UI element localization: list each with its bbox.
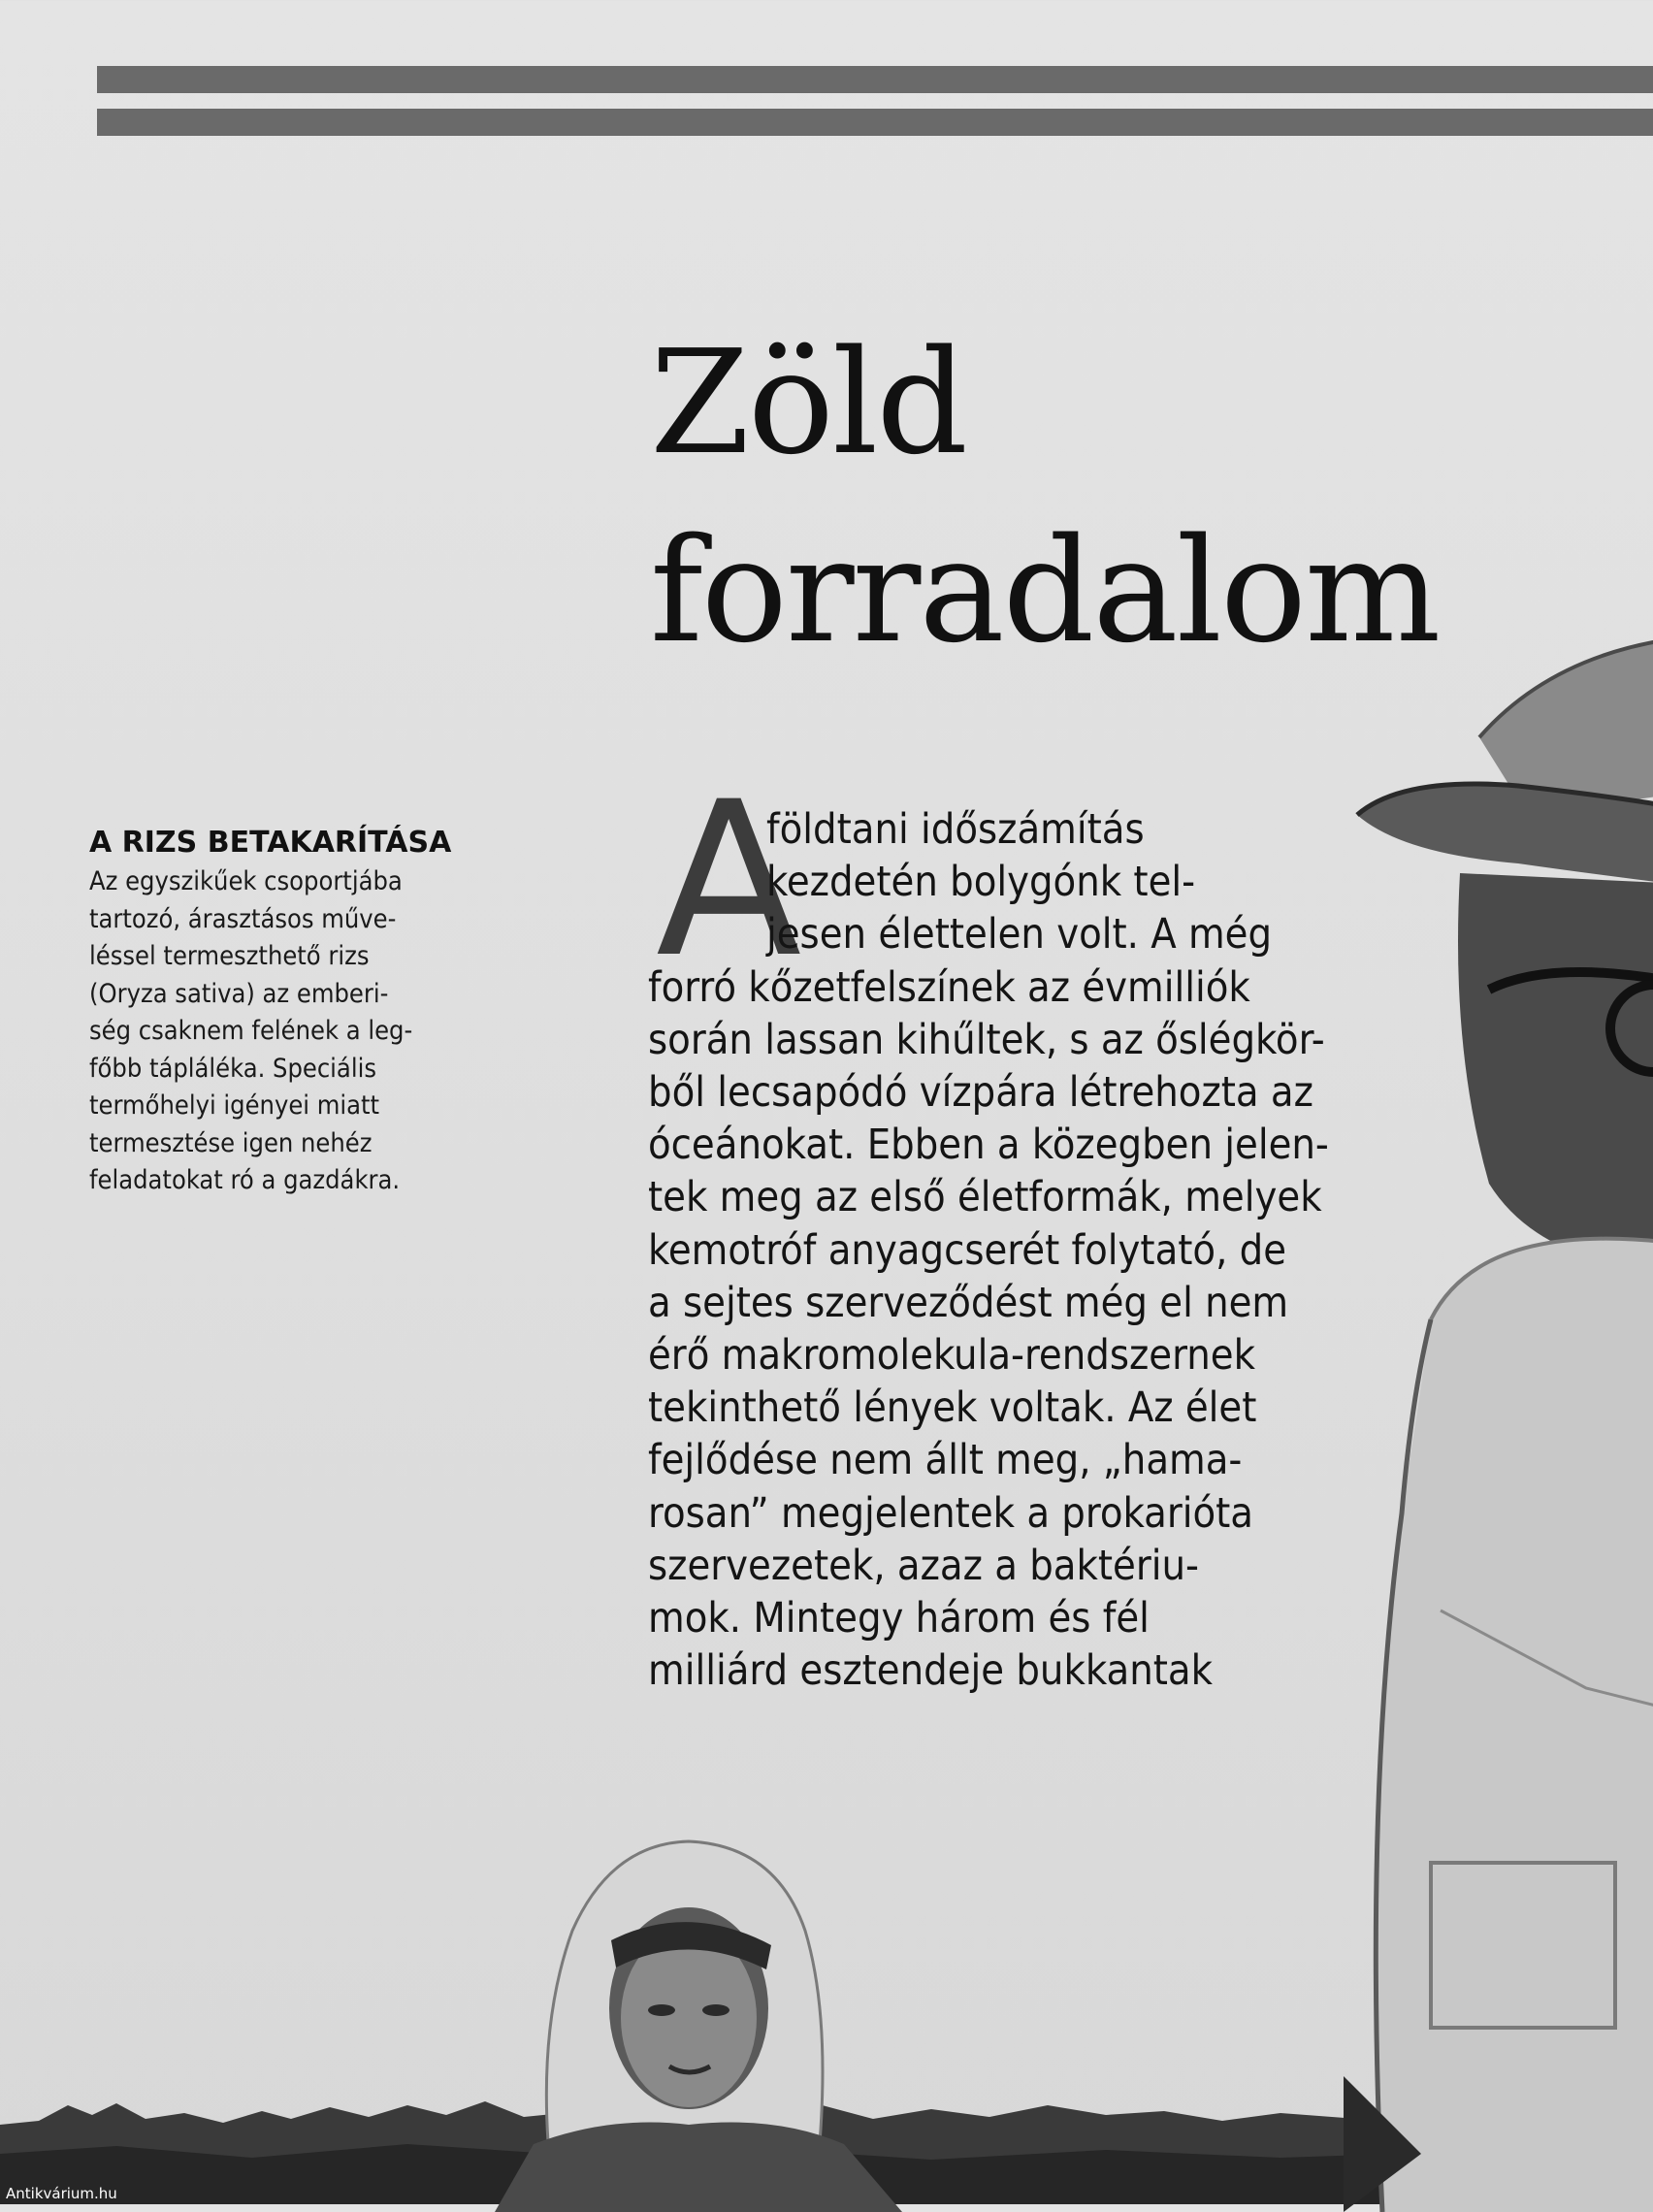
caption-line: tartozó, árasztásos műve- (89, 903, 397, 934)
article-line: érő makromolekula-rendszernek (648, 1331, 1255, 1381)
farmer-photo (1344, 640, 1653, 2212)
watermark: Antikvárium.hu (6, 2185, 117, 2202)
header-rule-top (97, 66, 1653, 93)
caption-line: feladatokat ró a gazdákra. (89, 1165, 401, 1195)
drop-cap: A (656, 756, 802, 1004)
article-line: fejlődése nem állt meg, „hama- (648, 1436, 1243, 1485)
caption-line: termesztése igen nehéz (89, 1127, 373, 1158)
title-line-2: forradalom (650, 507, 1440, 674)
caption-line: (Oryza sativa) az emberi- (89, 978, 389, 1009)
caption-line: főbb tápláléka. Speciális (89, 1053, 376, 1084)
woman-photo (495, 1824, 902, 2212)
article-line: szervezetek, azaz a baktériu- (648, 1541, 1199, 1590)
page-title (650, 309, 1439, 685)
header-rule-bottom (97, 109, 1653, 136)
title-line-1: Zöld (650, 319, 967, 486)
article-line: mok. Mintegy három és fél (648, 1594, 1150, 1643)
article-line: jesen élettelen volt. A még (766, 910, 1273, 960)
article-line: forró kőzetfelszínek az évmilliók (648, 962, 1250, 1012)
article-body (648, 803, 1424, 1697)
article-line: óceánokat. Ebben a közegben jelen- (648, 1121, 1329, 1170)
caption-line: termőhelyi igényei miatt (89, 1090, 380, 1121)
article-line: a sejtes szerveződést még el nem (648, 1278, 1289, 1327)
article-line: ből lecsapódó vízpára létrehozta az (648, 1068, 1313, 1118)
article-line: földtani időszámítás (766, 805, 1145, 854)
caption-line: léssel termeszthető rizs (89, 941, 370, 971)
caption-line: Az egyszikűek csoportjába (89, 866, 403, 896)
caption-heading: A RIZS BETAKARÍTÁSA (89, 826, 452, 860)
photo-caption (89, 825, 477, 1200)
article-line: rosan” megjelentek a prokarióta (648, 1488, 1254, 1538)
article-line: tekinthető lények voltak. Az élet (648, 1383, 1257, 1433)
article-line: kemotróf anyagcserét folytató, de (648, 1225, 1287, 1275)
caption-body (89, 863, 477, 1200)
article-line: során lassan kihűltek, s az őslégkör- (648, 1015, 1325, 1064)
article-line: milliárd esztendeje bukkantak (648, 1646, 1213, 1696)
article-line: kezdetén bolygónk tel- (766, 858, 1196, 907)
caption-line: ség csaknem felének a leg- (89, 1016, 413, 1046)
article-line: tek meg az első életformák, melyek (648, 1173, 1322, 1222)
